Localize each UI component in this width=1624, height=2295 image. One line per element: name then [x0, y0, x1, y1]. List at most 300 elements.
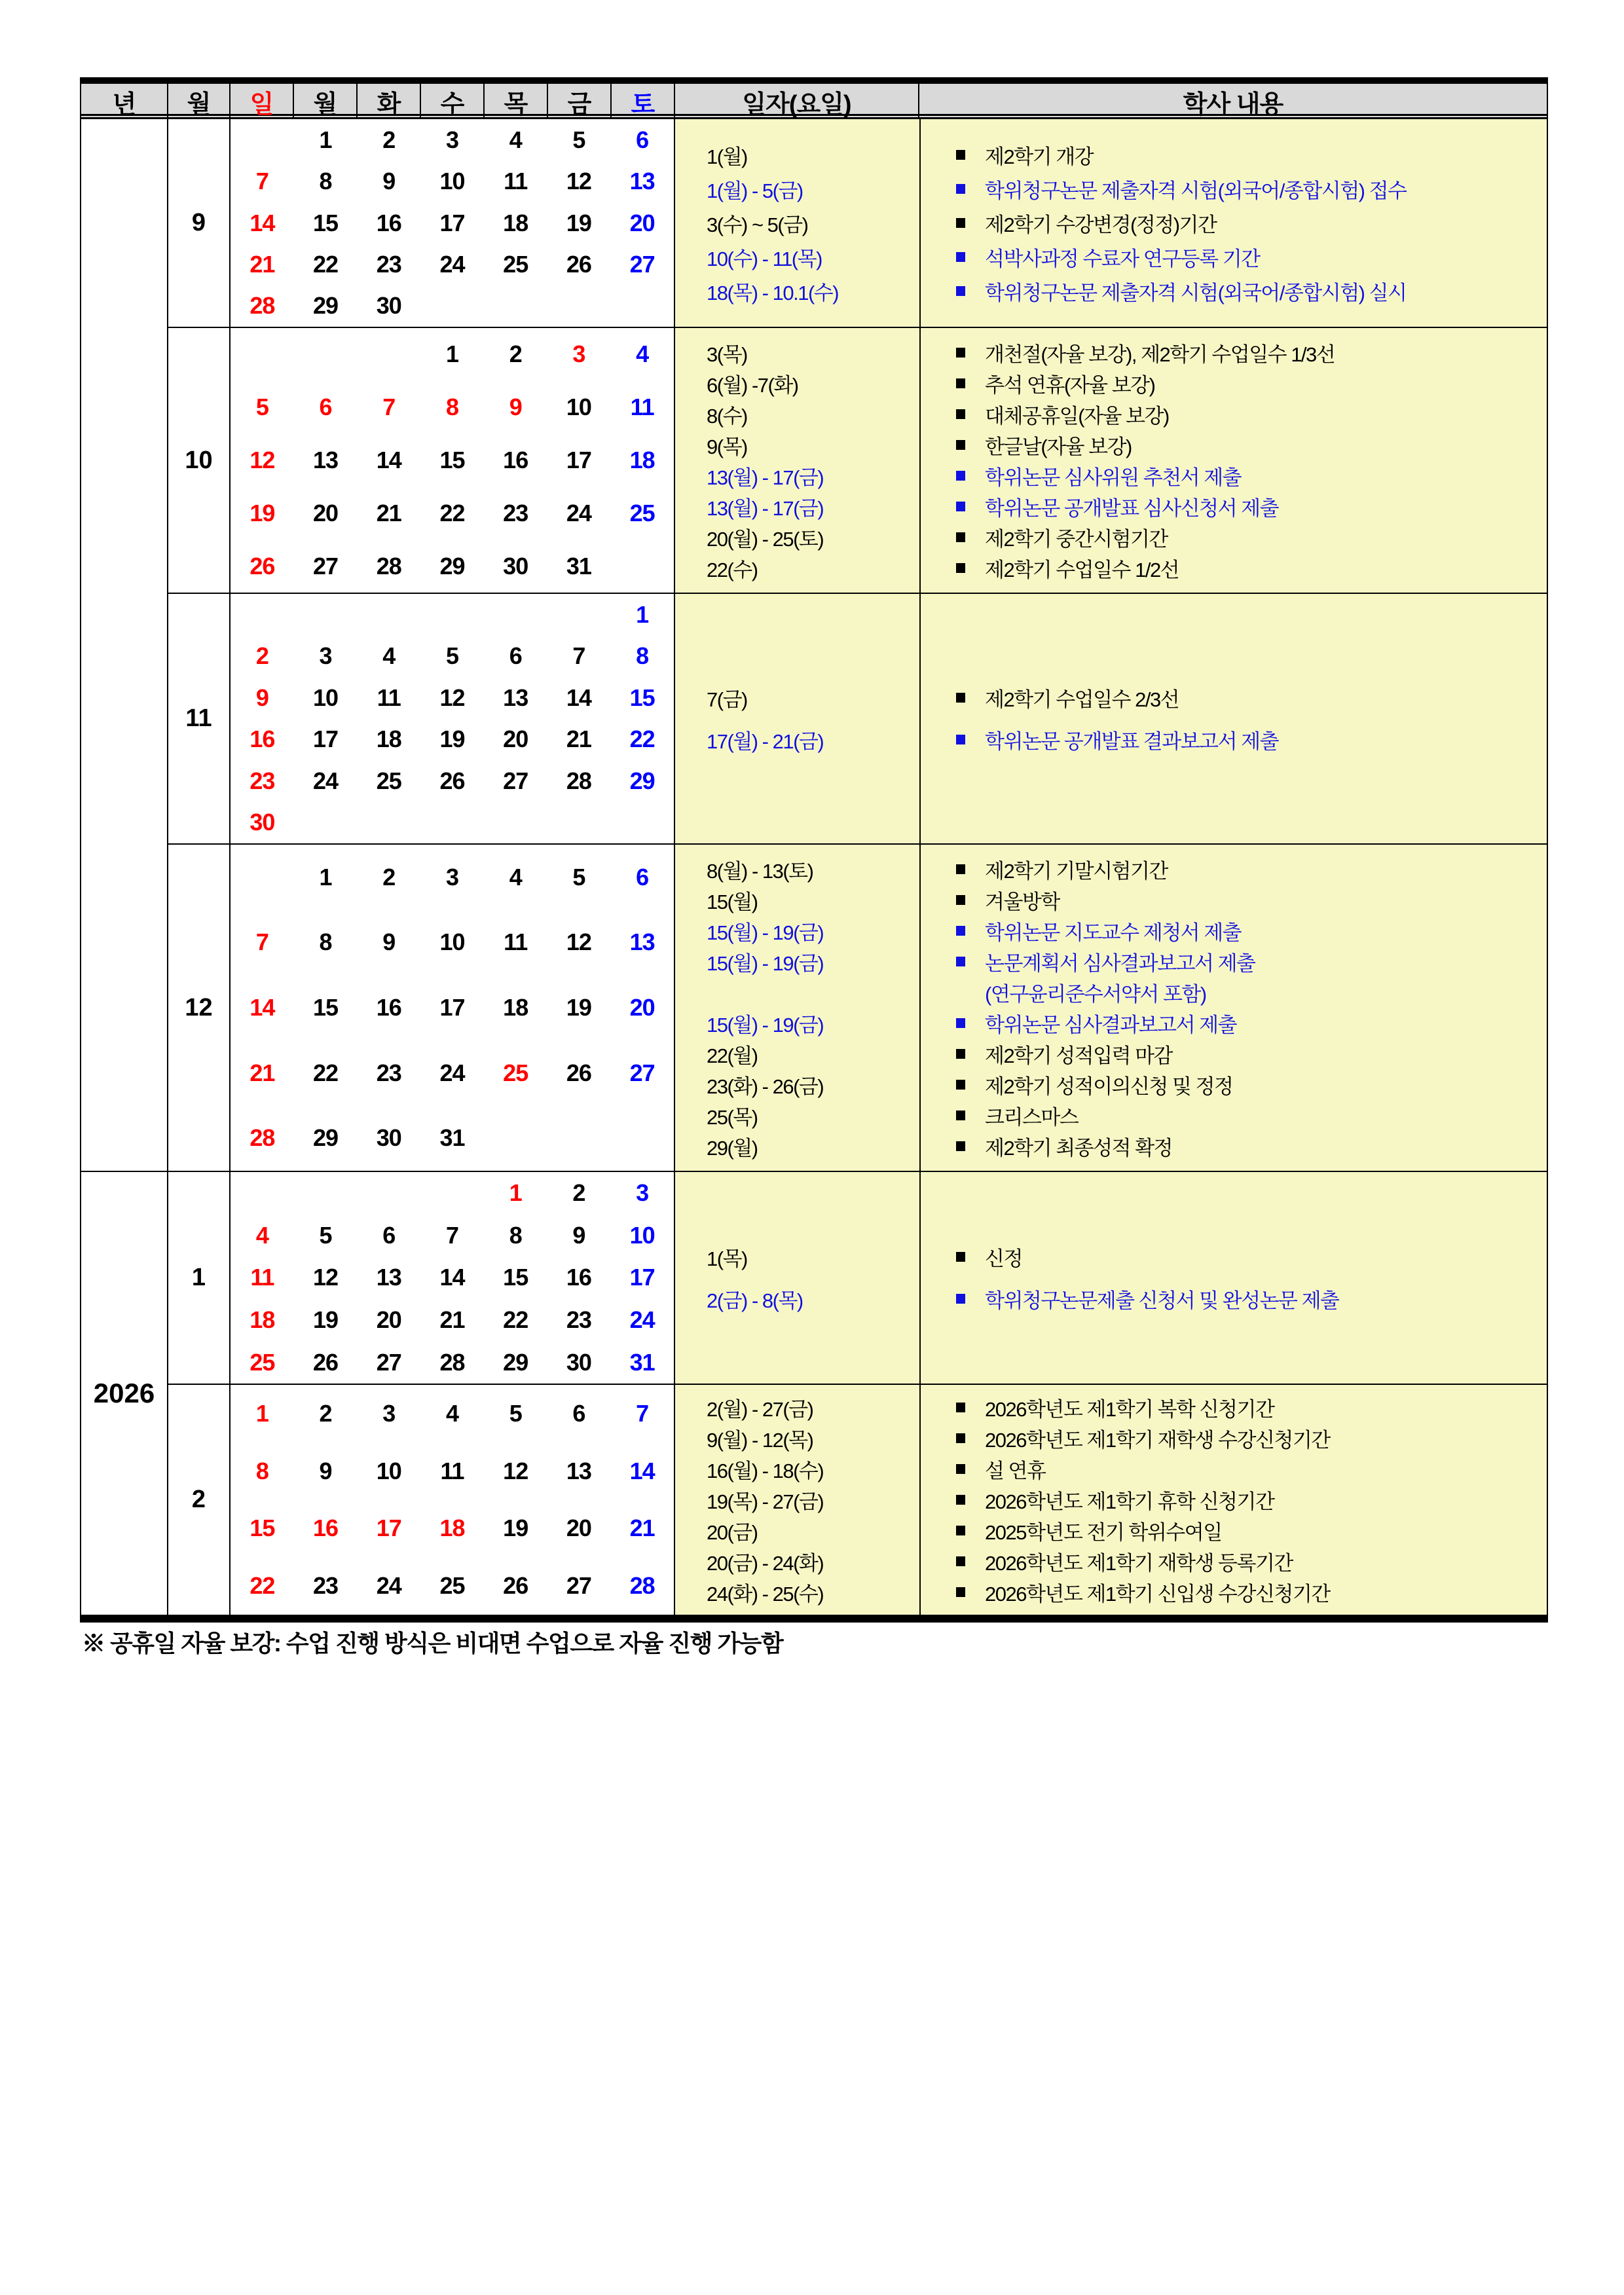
bullet-square-icon — [956, 926, 965, 936]
day-number: 4 — [445, 1399, 458, 1427]
day-number: 29 — [503, 1348, 528, 1376]
event-content — [919, 1101, 1547, 1130]
table-body — [81, 119, 1547, 1615]
day-number: 6 — [636, 126, 649, 153]
day-number: 14 — [376, 446, 401, 473]
bullet-square-icon — [956, 440, 965, 450]
schedule-month-12 — [675, 845, 1547, 1172]
day-number: 4 — [509, 863, 522, 890]
bullet-square-icon — [956, 864, 965, 874]
academic-calendar-table — [80, 77, 1548, 1623]
event-row — [675, 1008, 1547, 1038]
schedule-month-10 — [675, 328, 1547, 594]
event-text: 제2학기 성적입력 마감 — [985, 1044, 1172, 1067]
week-row — [231, 1105, 674, 1171]
day-number: 12 — [566, 928, 591, 956]
event-content — [919, 978, 1547, 1007]
day-number: 11 — [250, 1264, 274, 1291]
event-row — [675, 1484, 1547, 1515]
bullet-spacer — [956, 992, 985, 993]
event-date: 15(월) - 19(금) — [707, 921, 824, 944]
day-number: 29 — [439, 552, 465, 579]
header-cell-0: 년 — [81, 84, 168, 120]
day-number: 20 — [376, 1306, 401, 1334]
event-date: 15(월) - 19(금) — [707, 952, 824, 975]
event-content — [919, 1039, 1547, 1069]
event-content — [919, 174, 1547, 204]
day-number: 20 — [629, 209, 655, 236]
day-number: 11 — [377, 684, 401, 711]
event-content — [919, 1008, 1547, 1038]
week-row — [231, 1385, 674, 1442]
event-date: 6(월) -7(화) — [707, 374, 798, 397]
event-content — [919, 276, 1547, 306]
week-row — [231, 719, 674, 761]
day-number: 25 — [629, 499, 655, 526]
day-number: 3 — [636, 1179, 649, 1207]
month-label-2 — [168, 1385, 231, 1615]
bullet-square-icon — [956, 895, 965, 905]
day-number: 28 — [439, 1348, 465, 1376]
bullet-square-icon — [956, 563, 965, 573]
event-content — [919, 1577, 1547, 1607]
day-number: 29 — [313, 1124, 339, 1152]
event-row — [675, 1236, 1547, 1278]
week-row — [231, 434, 674, 487]
day-number: 19 — [503, 1515, 528, 1542]
day-number: 9 — [509, 394, 522, 421]
event-row — [675, 460, 1547, 491]
day-number: 7 — [636, 1399, 649, 1427]
day-number: 3 — [445, 126, 458, 153]
day-number: 17 — [629, 1264, 655, 1291]
event-content — [919, 461, 1547, 490]
event-text: 제2학기 기말시험기간 — [985, 860, 1168, 883]
event-text: 겨울방학 — [985, 890, 1060, 913]
week-row — [231, 1257, 674, 1299]
calendar-month-9 — [231, 119, 675, 328]
day-number: 26 — [503, 1572, 528, 1600]
day-number: 21 — [376, 499, 401, 526]
bullet-square-icon — [956, 1556, 965, 1566]
day-number: 11 — [440, 1457, 464, 1484]
bullet-square-icon — [956, 1111, 965, 1120]
day-number: 1 — [636, 600, 649, 628]
day-number: 8 — [636, 642, 649, 670]
year-label-2026: 2026 — [93, 1378, 155, 1408]
bullet-square-icon — [956, 693, 965, 703]
day-number: 23 — [376, 250, 401, 278]
event-text: 2026학년도 제1학기 복학 신청기간 — [985, 1398, 1274, 1421]
day-number: 16 — [503, 446, 528, 473]
day-number: 9 — [572, 1221, 585, 1249]
event-date: 13(월) - 17(금) — [707, 466, 824, 489]
day-number: 12 — [503, 1457, 528, 1484]
day-number: 25 — [503, 1059, 528, 1086]
event-text: 2026학년도 제1학기 재학생 수강신청기간 — [985, 1429, 1330, 1452]
day-number: 23 — [313, 1572, 339, 1600]
week-row — [231, 975, 674, 1040]
month-number: 1 — [191, 1264, 206, 1291]
day-number: 30 — [249, 809, 275, 836]
day-number: 6 — [509, 642, 522, 670]
bullet-square-icon — [956, 1141, 965, 1151]
day-number: 5 — [255, 394, 268, 421]
day-number: 27 — [313, 552, 339, 579]
table-header — [81, 77, 1547, 119]
day-number: 21 — [249, 250, 275, 278]
day-number: 19 — [313, 1306, 339, 1334]
bullet-square-icon — [956, 1049, 965, 1059]
day-number: 16 — [566, 1264, 591, 1291]
event-content — [919, 1423, 1547, 1453]
event-text: 2026학년도 제1학기 휴학 신청기간 — [985, 1490, 1274, 1513]
bullet-square-icon — [956, 735, 965, 744]
event-content — [919, 1070, 1547, 1099]
event-text: 제2학기 수업일수 2/3선 — [985, 688, 1179, 711]
event-date: 2(월) - 27(금) — [707, 1398, 813, 1421]
event-text: 학위청구논문 제출자격 시험(외국어/종합시험) 실시 — [985, 282, 1407, 304]
day-number: 12 — [313, 1264, 339, 1291]
event-row — [675, 553, 1547, 583]
day-number: 7 — [445, 1221, 458, 1249]
event-text: 학위논문 공개발표 심사신청서 제출 — [985, 497, 1279, 520]
event-row — [675, 1392, 1547, 1423]
header-cell-7: 금 — [548, 84, 612, 120]
day-number: 29 — [629, 767, 655, 794]
event-row — [675, 946, 1547, 977]
event-row — [675, 1423, 1547, 1454]
event-row — [675, 206, 1547, 240]
event-row — [675, 240, 1547, 274]
day-number: 9 — [319, 1457, 332, 1484]
event-row — [675, 1131, 1547, 1162]
week-row — [231, 677, 674, 719]
event-date: 10(수) - 11(목) — [707, 248, 822, 270]
event-content — [919, 1547, 1547, 1576]
day-number: 30 — [566, 1348, 591, 1376]
event-date: 9(목) — [707, 435, 747, 458]
schedule-month-11 — [675, 594, 1547, 845]
day-number: 22 — [313, 250, 339, 278]
day-number: 4 — [509, 126, 522, 153]
day-number: 25 — [503, 250, 528, 278]
day-number: 30 — [503, 552, 528, 579]
event-content — [919, 854, 1547, 884]
event-date: 16(월) - 18(수) — [707, 1460, 824, 1482]
day-number: 21 — [629, 1515, 655, 1542]
bullet-square-icon — [956, 252, 965, 262]
day-number: 8 — [445, 394, 458, 421]
bullet-square-icon — [956, 1018, 965, 1028]
day-number: 8 — [509, 1221, 522, 1249]
day-number: 9 — [255, 684, 268, 711]
week-row — [231, 119, 674, 160]
day-number: 2 — [572, 1179, 585, 1207]
month-number: 12 — [185, 993, 213, 1021]
bullet-square-icon — [956, 348, 965, 358]
calendar-month-2 — [231, 1385, 675, 1615]
day-number: 2 — [509, 340, 522, 368]
day-number: 16 — [376, 993, 401, 1021]
day-number: 2 — [319, 1399, 332, 1427]
event-date: 1(월) — [707, 145, 747, 168]
event-row — [675, 1515, 1547, 1546]
week-row — [231, 202, 674, 244]
event-date: 2(금) - 8(목) — [707, 1289, 803, 1312]
event-content — [919, 1485, 1547, 1515]
day-number: 10 — [376, 1457, 401, 1484]
month-number: 9 — [191, 209, 206, 236]
week-row — [231, 845, 674, 910]
day-number: 10 — [629, 1221, 655, 1249]
week-row — [231, 1341, 674, 1384]
event-date: 20(금) - 24(화) — [707, 1552, 824, 1575]
event-date: 24(화) - 25(수) — [707, 1583, 824, 1606]
day-number: 26 — [249, 552, 275, 579]
event-row — [675, 368, 1547, 399]
day-number: 11 — [630, 394, 654, 421]
calendar-month-10 — [231, 328, 675, 594]
bullet-square-icon — [956, 1433, 965, 1443]
day-number: 24 — [629, 1306, 655, 1334]
event-content — [919, 885, 1547, 915]
event-content — [919, 947, 1547, 976]
day-number: 5 — [572, 863, 585, 890]
event-row — [675, 430, 1547, 460]
calendar-month-12 — [231, 845, 675, 1172]
event-content — [919, 1131, 1547, 1161]
bullet-square-icon — [956, 1403, 965, 1412]
month-number: 2 — [191, 1486, 206, 1513]
month-label-11 — [168, 594, 231, 845]
event-text: 개천절(자율 보강), 제2학기 수업일수 1/3선 — [985, 343, 1335, 366]
week-row — [231, 540, 674, 593]
day-number: 9 — [382, 168, 396, 195]
event-row — [675, 677, 1547, 719]
event-row — [675, 1069, 1547, 1100]
event-row — [675, 1577, 1547, 1607]
day-number: 3 — [382, 1399, 396, 1427]
day-number: 24 — [566, 499, 591, 526]
header-cell-2: 일 — [231, 84, 294, 120]
day-number: 21 — [439, 1306, 465, 1334]
event-text: 학위논문 심사결과보고서 제출 — [985, 1014, 1237, 1037]
day-number: 18 — [629, 446, 655, 473]
day-number: 1 — [319, 863, 332, 890]
day-number: 26 — [566, 250, 591, 278]
event-row — [675, 915, 1547, 946]
event-content — [919, 430, 1547, 460]
week-row — [231, 1500, 674, 1558]
day-number: 6 — [382, 1221, 396, 1249]
week-row — [231, 1040, 674, 1106]
day-number: 19 — [566, 993, 591, 1021]
event-row — [675, 399, 1547, 430]
day-number: 11 — [504, 928, 528, 956]
day-number: 25 — [376, 767, 401, 794]
day-number: 6 — [636, 863, 649, 890]
day-number: 13 — [629, 168, 655, 195]
day-number: 26 — [566, 1059, 591, 1086]
header-cell-6: 목 — [485, 84, 548, 120]
event-text: 제2학기 최종성적 확정 — [985, 1137, 1172, 1160]
day-number: 22 — [629, 725, 655, 753]
bullet-square-icon — [956, 378, 965, 388]
day-number: 7 — [255, 168, 268, 195]
week-row — [231, 636, 674, 678]
day-number: 10 — [313, 684, 339, 711]
day-number: 27 — [629, 250, 655, 278]
event-row — [675, 719, 1547, 761]
event-content — [919, 1454, 1547, 1484]
day-number: 3 — [319, 642, 332, 670]
day-number: 13 — [629, 928, 655, 956]
day-number: 25 — [439, 1572, 465, 1600]
day-number: 23 — [249, 767, 275, 794]
day-number: 4 — [636, 340, 649, 368]
event-text: 제2학기 중간시험기간 — [985, 528, 1168, 551]
day-number: 19 — [566, 209, 591, 236]
event-date: 8(수) — [707, 405, 747, 428]
day-number: 27 — [566, 1572, 591, 1600]
day-number: 31 — [629, 1348, 655, 1376]
bullet-square-icon — [956, 957, 965, 966]
event-content — [919, 683, 1547, 712]
event-date: 15(월) — [707, 890, 758, 913]
day-number: 7 — [255, 928, 268, 956]
bullet-square-icon — [956, 409, 965, 419]
event-date: 20(월) - 25(토) — [707, 528, 824, 551]
calendar-month-1 — [231, 1172, 675, 1385]
event-content — [919, 242, 1547, 272]
event-text: 석박사과정 수료자 연구등록 기간 — [985, 248, 1260, 270]
day-number: 21 — [249, 1059, 275, 1086]
day-number: 8 — [255, 1457, 268, 1484]
day-number: 5 — [509, 1399, 522, 1427]
day-number: 23 — [566, 1306, 591, 1334]
event-row — [675, 1454, 1547, 1484]
day-number: 11 — [504, 168, 528, 195]
day-number: 29 — [313, 292, 339, 320]
event-content — [919, 523, 1547, 552]
event-content — [919, 1393, 1547, 1422]
event-content — [919, 1516, 1547, 1545]
day-number: 4 — [255, 1221, 268, 1249]
event-text: 학위논문 심사위원 추천서 제출 — [985, 466, 1242, 489]
event-text: 학위논문 지도교수 제청서 제출 — [985, 921, 1242, 944]
week-row — [231, 1442, 674, 1500]
month-label-9 — [168, 119, 231, 328]
day-number: 13 — [376, 1264, 401, 1291]
day-number: 28 — [249, 292, 275, 320]
event-text: 제2학기 수업일수 1/2선 — [985, 559, 1179, 581]
day-number: 15 — [313, 993, 339, 1021]
day-number: 17 — [439, 209, 465, 236]
event-text: 학위청구논문 제출자격 시험(외국어/종합시험) 접수 — [985, 179, 1407, 202]
event-row — [675, 977, 1547, 1008]
event-content — [919, 492, 1547, 521]
day-number: 2 — [255, 642, 268, 670]
day-number: 5 — [319, 1221, 332, 1249]
bullet-square-icon — [956, 471, 965, 481]
event-text: 제2학기 개강 — [985, 145, 1094, 168]
event-date: 18(목) - 10.1(수) — [707, 282, 839, 304]
event-text: 2026학년도 제1학기 재학생 등록기간 — [985, 1552, 1293, 1575]
month-number: 10 — [185, 446, 213, 474]
event-text: 제2학기 수강변경(정정)기간 — [985, 213, 1217, 236]
week-row — [231, 328, 674, 381]
day-number: 10 — [439, 168, 465, 195]
day-number: 13 — [313, 446, 339, 473]
bullet-square-icon — [956, 184, 965, 194]
month-label-12 — [168, 845, 231, 1172]
event-text: 학위논문 공개발표 결과보고서 제출 — [985, 730, 1279, 753]
day-number: 26 — [439, 767, 465, 794]
bullet-square-icon — [956, 1464, 965, 1474]
event-content — [919, 1242, 1547, 1272]
event-content — [919, 208, 1547, 238]
event-content — [919, 916, 1547, 946]
bullet-square-icon — [956, 1294, 965, 1304]
bullet-square-icon — [956, 532, 965, 542]
event-content — [919, 553, 1547, 583]
event-content — [919, 338, 1547, 367]
day-number: 1 — [445, 340, 458, 368]
day-number: 26 — [313, 1348, 339, 1376]
day-number: 28 — [629, 1572, 655, 1600]
bullet-square-icon — [956, 150, 965, 160]
schedule-month-2 — [675, 1385, 1547, 1615]
event-text: 크리스마스 — [985, 1106, 1079, 1129]
bullet-square-icon — [956, 1495, 965, 1505]
day-number: 9 — [382, 928, 396, 956]
day-number: 20 — [313, 499, 339, 526]
event-text: 설 연휴 — [985, 1460, 1046, 1482]
event-text: 논문계획서 심사결과보고서 제출 — [985, 952, 1255, 975]
day-number: 17 — [313, 725, 339, 753]
event-date: 23(화) - 26(금) — [707, 1075, 824, 1098]
event-row — [675, 522, 1547, 553]
day-number: 28 — [249, 1124, 275, 1152]
day-number: 24 — [376, 1572, 401, 1600]
day-number: 24 — [439, 250, 465, 278]
year-cell-2025 — [81, 119, 168, 1172]
day-number: 4 — [382, 642, 396, 670]
event-row — [675, 172, 1547, 206]
event-row — [675, 1546, 1547, 1577]
header-cell-4: 화 — [358, 84, 421, 120]
event-row — [675, 138, 1547, 172]
event-text: (연구윤리준수서약서 포함) — [985, 983, 1206, 1006]
day-number: 28 — [376, 552, 401, 579]
day-number: 24 — [313, 767, 339, 794]
day-number: 16 — [376, 209, 401, 236]
day-number: 17 — [439, 993, 465, 1021]
day-number: 14 — [249, 993, 275, 1021]
event-date: 22(월) — [707, 1044, 758, 1067]
day-number: 31 — [439, 1124, 465, 1152]
event-row — [675, 1038, 1547, 1069]
week-row — [231, 594, 674, 636]
bullet-square-icon — [956, 1587, 965, 1597]
header-cell-8: 토 — [612, 84, 675, 120]
day-number: 3 — [445, 863, 458, 890]
day-number: 15 — [313, 209, 339, 236]
week-row — [231, 244, 674, 285]
event-row — [675, 854, 1547, 885]
day-number: 27 — [376, 1348, 401, 1376]
